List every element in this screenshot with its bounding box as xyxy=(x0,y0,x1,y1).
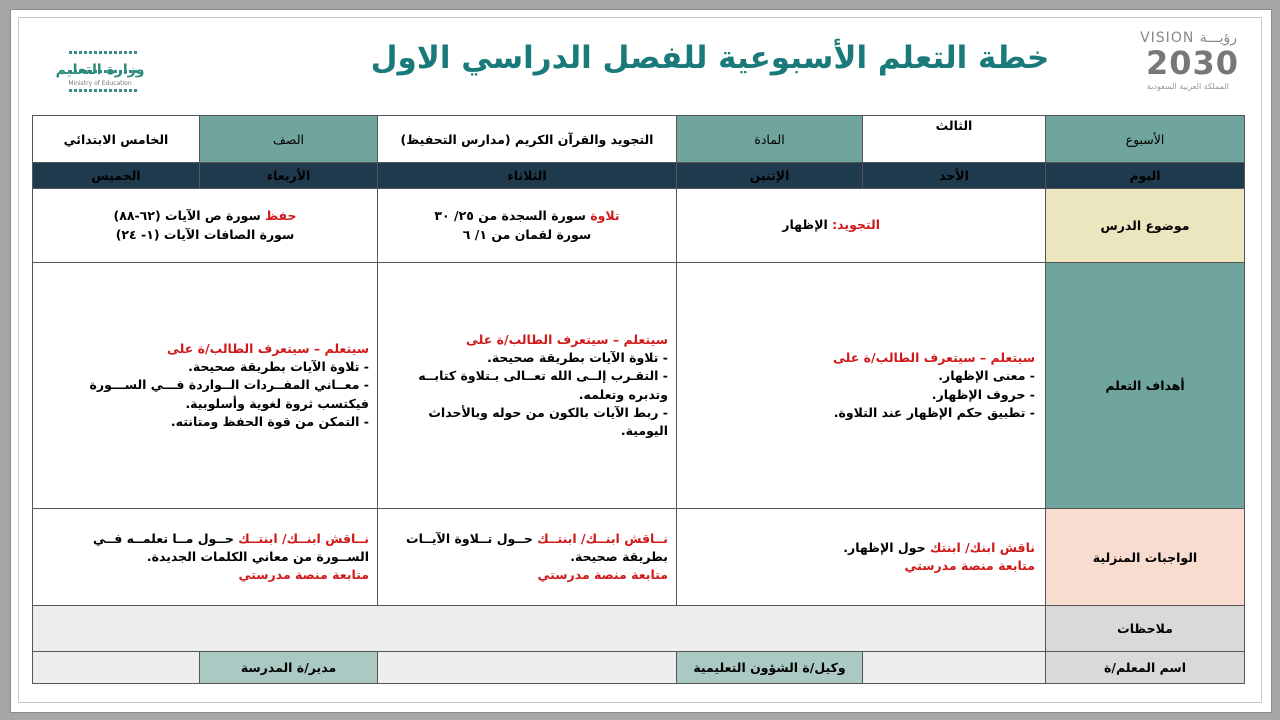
page-title: خطة التعلم الأسبوعية للفصل الدراسي الاول xyxy=(370,40,1050,76)
goals-tuesday-item: - التقـرب إلــى الله تعــالى بـتلاوة كتابــه وتدبره وتعلمه. xyxy=(418,368,668,402)
topic-sun-mon-text: الإظهار xyxy=(782,217,833,233)
topic-wed-thu-heading: حفظ xyxy=(265,208,297,224)
homework-sun-mon-follow: متابعة منصة مدرستي xyxy=(904,558,1035,573)
days-row xyxy=(33,163,1245,189)
week-value: الثالث xyxy=(863,116,1046,163)
notes-row xyxy=(33,606,1245,652)
topic-wed-thu-line1: سورة ص الآيات (٦٢-٨٨) xyxy=(113,208,266,224)
homework-sun-mon-text: حول الإظهار. xyxy=(843,539,930,555)
deputy-name-field[interactable] xyxy=(378,652,677,684)
goals-sun-mon xyxy=(677,263,1046,509)
teacher-label: اسم المعلم/ة xyxy=(1046,652,1245,684)
signature-row xyxy=(33,652,1245,684)
info-row xyxy=(33,116,1245,163)
goals-sun-mon-item: - حروف الإظهار. xyxy=(931,386,1035,402)
goals-tuesday-heading: سيتعلم – سيتعرف الطالب/ة على xyxy=(466,332,668,348)
topic-sun-mon xyxy=(677,189,1046,263)
vision-label: VISION رؤيـــة xyxy=(1140,30,1237,46)
topic-tuesday-heading: تلاوة xyxy=(590,208,620,224)
topic-wed-thu xyxy=(33,189,378,263)
goals-sun-mon-heading: سيتعلم – سيتعرف الطالب/ة على xyxy=(833,350,1035,366)
goals-tuesday-item: - تلاوة الآيات بطريقة صحيحة. xyxy=(487,350,668,366)
grade-label: الصف xyxy=(200,116,378,163)
day-sunday: الأحد xyxy=(863,163,1046,189)
grade-value: الخامس الابتدائي xyxy=(33,116,200,163)
deputy-label: وكيل/ة الشؤون التعليمية xyxy=(677,652,863,684)
homework-sun-mon-heading: ناقش ابنك/ ابنتك xyxy=(929,539,1035,555)
topic-row xyxy=(33,189,1245,263)
homework-tuesday-text: حــول تــلاوة الآيــات بطريقة صحيحة. xyxy=(406,530,668,564)
day-wednesday: الأربعاء xyxy=(200,163,378,189)
principal-label: مدير/ة المدرسة xyxy=(200,652,378,684)
notes-label: ملاحظات xyxy=(1046,606,1245,652)
weekly-plan-table xyxy=(32,115,1245,684)
goals-wed-thu-item: - تلاوة الآيات بطريقة صحيحة. xyxy=(188,359,369,375)
ministry-logo xyxy=(40,40,150,95)
homework-label: الواجبات المنزلية xyxy=(1046,509,1245,606)
homework-wed-thu-follow: متابعة منصة مدرستي xyxy=(238,567,369,583)
topic-sun-mon-heading: التجويد: xyxy=(832,217,880,233)
goals-label: أهداف التعلم xyxy=(1046,263,1245,509)
vision-subtitle: المملكة العربية السعودية xyxy=(1146,82,1229,91)
homework-row xyxy=(33,509,1245,606)
vision-2030-logo xyxy=(1115,30,1245,100)
homework-wed-thu-heading: نــاقش ابنــك/ ابنتــك xyxy=(238,530,369,546)
week-label: الأسبوع xyxy=(1046,116,1245,163)
day-thursday: الخميس xyxy=(33,163,200,189)
goals-wed-thu-heading: سيتعلم – سيتعرف الطالب/ة على xyxy=(167,341,369,357)
homework-tuesday-heading: نــاقش ابنــك/ ابنتــك xyxy=(537,530,668,546)
goals-wed-thu-item: - التمكن من قوة الحفظ ومتانته. xyxy=(170,413,369,429)
subject-value: التجويد والقرآن الكريم (مدارس التحفيظ) xyxy=(378,116,677,163)
goals-tuesday xyxy=(378,263,677,509)
topic-label: موضوع الدرس xyxy=(1046,189,1245,263)
goals-wed-thu xyxy=(33,263,378,509)
day-tuesday: الثلاثاء xyxy=(378,163,677,189)
ministry-name-en: Ministry of Education xyxy=(68,80,132,87)
ministry-name: وزارة التعليم xyxy=(55,62,145,78)
goals-row xyxy=(33,263,1245,509)
homework-tuesday xyxy=(378,509,677,606)
homework-wed-thu xyxy=(33,509,378,606)
subject-label: المادة xyxy=(677,116,863,163)
topic-tuesday-line1: سورة السجدة من ٢٥/ ٣٠ xyxy=(434,208,591,224)
homework-wed-thu-text: حــول مــا تعلمــه فــي الســورة من معاني الكلمات الجديدة. xyxy=(92,530,369,564)
vision-year: 2030 xyxy=(1145,44,1239,82)
homework-tuesday-follow: متابعة منصة مدرستي xyxy=(537,567,668,583)
teacher-name-field[interactable] xyxy=(863,652,1046,684)
topic-tuesday-line2: سورة لقمان من ١/ ٦ xyxy=(462,226,592,242)
principal-name-field[interactable] xyxy=(33,652,200,684)
topic-wed-thu-line2: سورة الصافات الآيات (١- ٢٤) xyxy=(115,226,295,242)
goals-sun-mon-item: - معنى الإظهار. xyxy=(938,368,1035,384)
day-monday: الإثنين xyxy=(677,163,863,189)
goals-wed-thu-item: - معــاني المفــردات الــواردة فـــي الســـورة فيكتسب ثروة لغوية وأسلوبية. xyxy=(89,377,369,411)
homework-sun-mon xyxy=(677,509,1046,606)
notes-field[interactable] xyxy=(33,606,1046,652)
topic-tuesday xyxy=(378,189,677,263)
goals-tuesday-item: - ربط الآيات بالكون من حوله وبالأحداث اليومية. xyxy=(428,404,668,438)
day-label: اليوم xyxy=(1046,163,1245,189)
goals-sun-mon-item: - تطبيق حكم الإظهار عند التلاوة. xyxy=(833,404,1035,420)
